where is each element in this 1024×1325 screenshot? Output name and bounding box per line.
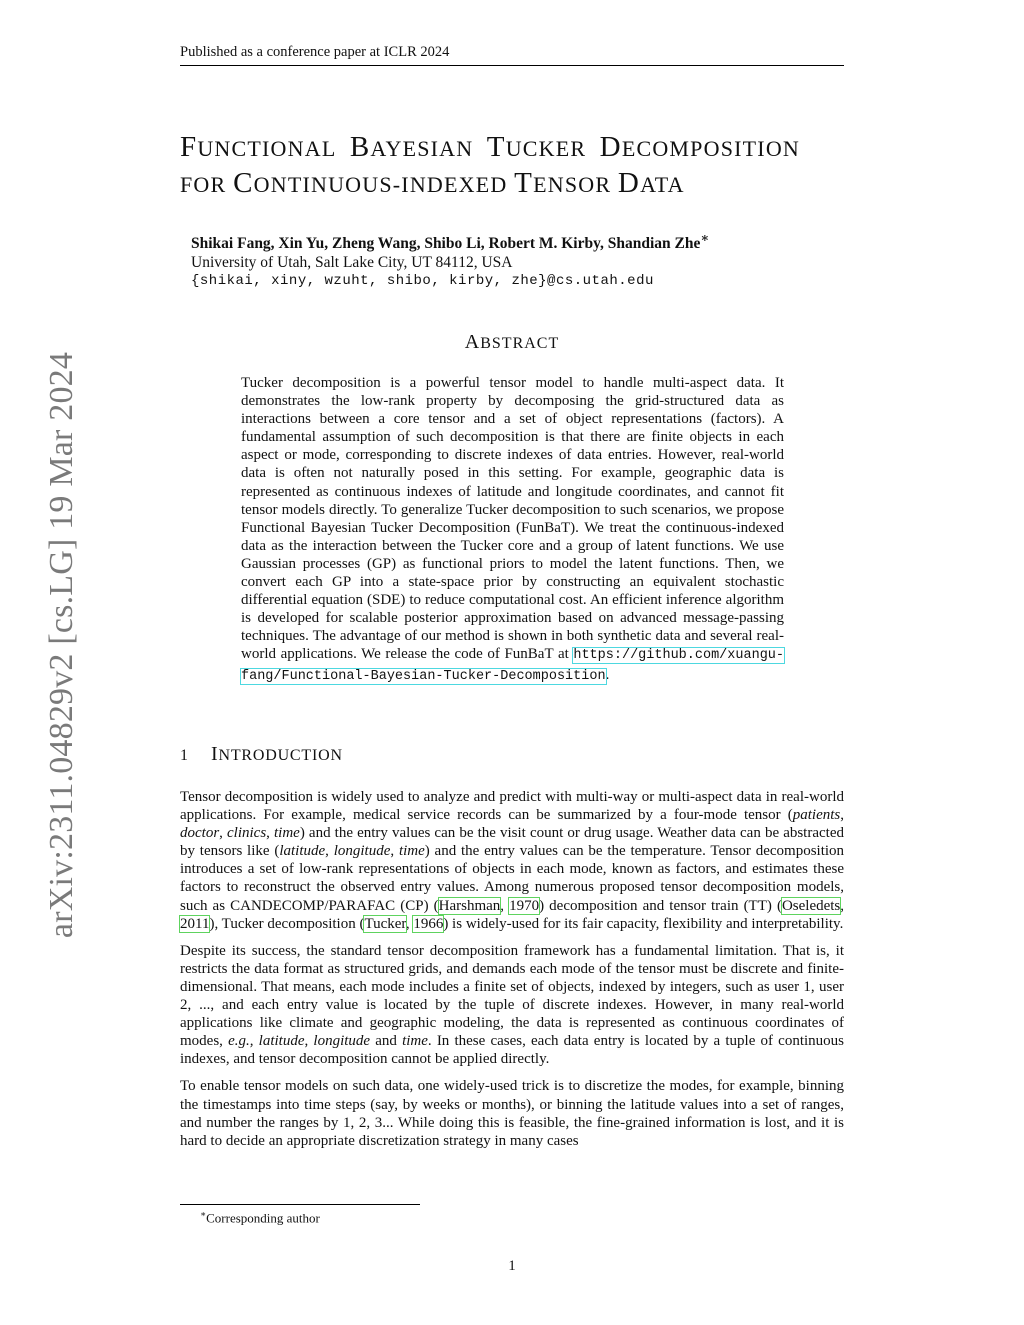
intro-paragraph-1: Tensor decomposition is widely used to analyze and predict with multi-way or multi-aspect data in real-world applications. For example, medical service records can be summarized by a four-mode tensor (patients, doctor, clinics, time) and the entry values can be the visit count or drug usage. Weather data can be abstracted by tensors like (latitude, longitude, time) and the entry values can be the temperature. Tensor decomposition introduces a set of low-rank representations of objects in each mode, known as factors, and estimates these factors to reconstruct the observed entry values. Among numerous proposed tensor decomposition models, such as CANDECOMP/PARAFAC (CP) (Harshman, 1970) decomposition and tensor train (TT) (Oseledets, 2011), Tucker decomposition (Tucker, 1966) is widely-used for its fair capacity, flexibility and interpretability. <box>180 789 845 932</box>
paper-title <box>180 130 850 202</box>
abstract-text: Tucker decomposition is a powerful tensor model to handle multi-aspect data. It demonstrates the low-rank property by decomposing the grid-structured data as interactions between a core tensor and a set of object representations (factors). A fundamental assumption of such decomposition is that there are finite objects in each aspect or mode, corresponding to discrete indexes of data entries. However, real-world data is often not naturally posed in this setting. For example, geographic data is represented as continuous indexes of latitude and longitude coordinates, and cannot fit tensor models directly. To generalize Tucker decomposition to such scenarios, we propose Functional Bayesian Tucker Decomposition (FunBaT). We treat the continuous-indexed data as the interaction between the Tucker core and a group of latent functions. We use Gaussian processes (GP) as functional priors to model the latent functions. Then, we convert each GP into a state-space prior by constructing an equivalent stochastic differential equation (SDE) to reduce computational cost. An efficient inference algorithm is developed for scalable posterior approximation based on advanced message-passing techniques. The advantage of our method is shown in both synthetic data and several real-world applications. We release the code of FunBaT at https://github.com/xuangu-fang/Functional-Bayesian-Tucker-Decomposition. <box>241 375 784 684</box>
title-word: DECOMPOSITION <box>599 131 800 163</box>
abstract-heading: ABSTRACT <box>464 331 560 353</box>
code-repository-link[interactable]: https://github.com/xuangu-fang/Functional-Bayesian-Tucker-Decomposition <box>241 648 784 684</box>
citation-link-oseledets[interactable]: Oseledets <box>781 897 841 914</box>
author-emails: {shikai, xiny, wzuht, shibo, kirby, zhe}@cs.utah.edu <box>191 273 654 290</box>
section-number: 1 <box>180 747 189 764</box>
citation-link-harshman[interactable]: Harshman <box>438 897 501 914</box>
title-word: FOR <box>180 172 227 197</box>
intro-paragraph-3: To enable tensor models on such data, one widely-used trick is to discretize the modes, for example, binning the timestamps into time steps (say, by weeks or months), or binning the latitude values into a set of ranges, and number the ranges by 1, 2, 3... While doing this is feasible, the fine-grained information is lost, and it is hard to decide an appropriate discretization strategy in many cases <box>180 1078 844 1149</box>
title-line-1 <box>180 130 850 166</box>
author-block <box>191 228 841 291</box>
affiliation: University of Utah, Salt Lake City, UT 84112, USA <box>191 254 513 272</box>
citation-year-link-1970[interactable]: 1970 <box>509 897 540 914</box>
page-number: 1 <box>508 1258 516 1274</box>
arxiv-identifier-stamp[interactable]: arXiv:2311.04829v2 [cs.LG] 19 Mar 2024 <box>43 351 80 939</box>
introduction-body <box>180 788 844 1159</box>
title-line-2 <box>180 166 850 202</box>
intro-paragraph-2: Despite its success, the standard tensor decomposition framework has a fundamental limitation. That is, it restricts the data format as structured grids, and demands each mode of the tensor must be discrete and finite-dimensional. That means, each mode includes a finite set of objects, indexed by integers, such as user 1, user 2, ..., and each entry value is located by the tuple of discrete indexes. However, in many real-world applications like climate and geographic modeling, the data is represented as continuous coordinates of modes, e.g., latitude, longitude and time. In these cases, each data entry is located by a tuple of continuous indexes, and tensor decomposition cannot be applied directly. <box>180 942 845 1068</box>
running-header: Published as a conference paper at ICLR 2024 <box>180 44 844 66</box>
title-word: DATA <box>617 167 685 199</box>
citation-link-tucker[interactable]: Tucker <box>364 915 406 932</box>
section-heading-introduction: 1 INTRODUCTION <box>180 743 343 765</box>
title-word: TENSOR <box>514 167 612 199</box>
footnote-divider <box>180 1204 420 1205</box>
footnote: ∗Corresponding author <box>200 1209 320 1226</box>
title-word: BAYESIAN <box>349 131 474 163</box>
title-word: CONTINUOUS-INDEXED <box>233 167 508 199</box>
author-names: Shikai Fang, Xin Yu, Zheng Wang, Shibo Li, Robert M. Kirby, Shandian Zhe∗ <box>191 230 710 253</box>
title-word: FUNCTIONAL <box>180 131 337 163</box>
title-word: TUCKER <box>486 131 587 163</box>
citation-year-link-2011[interactable]: 2011 <box>180 915 210 932</box>
corresponding-author-marker[interactable]: ∗ <box>700 230 710 245</box>
citation-year-link-1966[interactable]: 1966 <box>413 915 444 932</box>
